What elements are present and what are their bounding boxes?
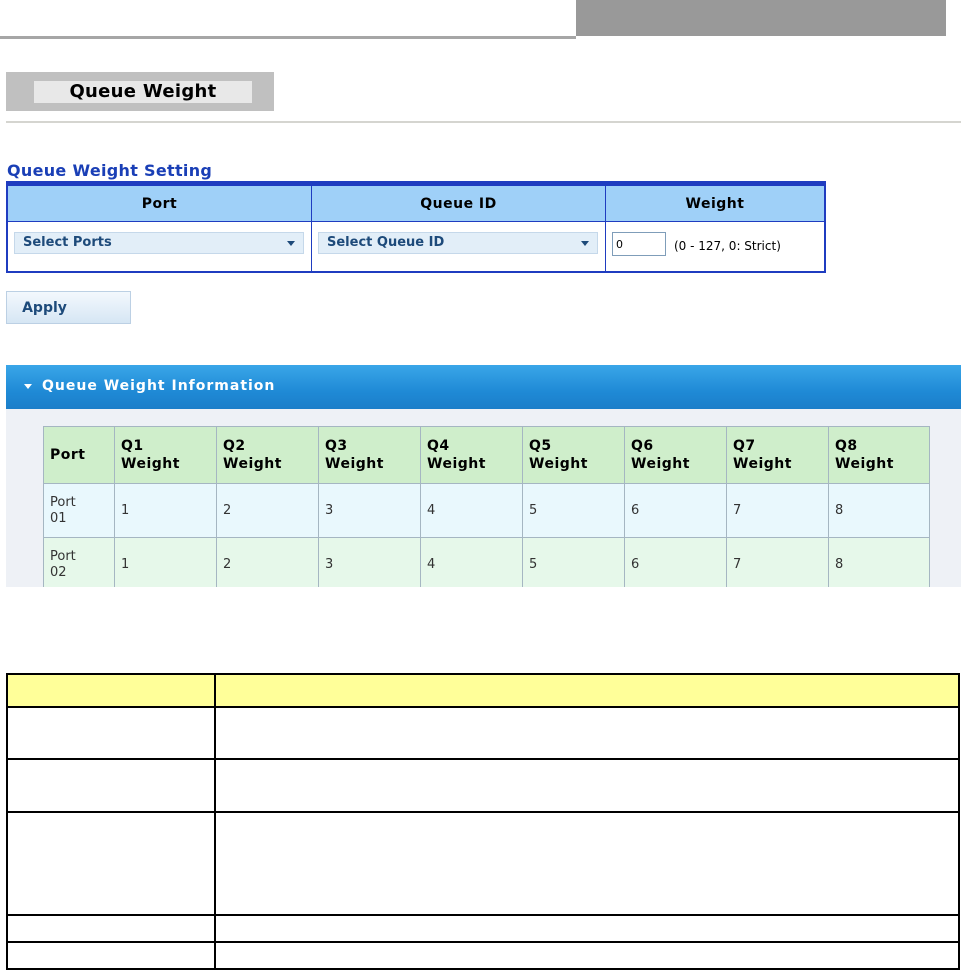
info-col-q2 <box>217 427 319 484</box>
info-col-q4-line1: Q4 <box>427 438 450 454</box>
info-col-q6-line2: Weight <box>631 456 690 472</box>
queue-weight-info-panel <box>6 365 961 587</box>
description-cell-description <box>215 915 959 942</box>
setting-col-port: Port <box>8 186 312 222</box>
port-select[interactable] <box>14 232 304 254</box>
description-header-parameter <box>7 674 215 707</box>
description-row <box>7 812 959 915</box>
table-cell-q1: 1 <box>115 538 217 588</box>
apply-button[interactable] <box>6 291 131 324</box>
chevron-down-icon <box>287 241 295 246</box>
description-cell-parameter <box>7 707 215 759</box>
info-col-q7-line1: Q7 <box>733 438 756 454</box>
description-table <box>6 673 960 970</box>
info-panel-title: Queue Weight Information <box>42 378 276 394</box>
info-col-q8-line2: Weight <box>835 456 894 472</box>
queue-id-select[interactable] <box>318 232 598 254</box>
table-row <box>44 484 930 538</box>
table-cell-q4: 4 <box>421 484 523 538</box>
info-col-q8 <box>829 427 930 484</box>
table-cell-q1: 1 <box>115 484 217 538</box>
weight-range-hint: (0 - 127, 0: Strict) <box>674 239 781 253</box>
title-divider <box>6 121 961 123</box>
info-col-q1 <box>115 427 217 484</box>
info-col-q5-line1: Q5 <box>529 438 552 454</box>
queue-weight-info-table <box>43 426 930 587</box>
info-panel-header[interactable] <box>6 365 961 409</box>
description-cell-description <box>215 942 959 969</box>
description-cell-parameter <box>7 759 215 812</box>
table-cell-q7: 7 <box>727 538 829 588</box>
table-cell-q6: 6 <box>625 484 727 538</box>
setting-col-weight: Weight <box>606 186 824 222</box>
setting-col-queue-id: Queue ID <box>312 186 606 222</box>
setting-port-cell <box>8 222 312 271</box>
table-cell-q3: 3 <box>319 538 421 588</box>
description-cell-description <box>215 812 959 915</box>
port-select-value: Select Ports <box>23 235 112 250</box>
description-header-description <box>215 674 959 707</box>
description-cell-description <box>215 707 959 759</box>
info-col-q7 <box>727 427 829 484</box>
port-number: 02 <box>50 564 67 580</box>
info-col-q2-line1: Q2 <box>223 438 246 454</box>
description-table-header <box>7 674 959 707</box>
table-cell-q8: 8 <box>829 538 930 588</box>
description-row <box>7 707 959 759</box>
chevron-down-icon <box>581 241 589 246</box>
info-col-q3-line2: Weight <box>325 456 384 472</box>
table-cell-port <box>44 484 115 538</box>
header-grey-bar <box>576 0 946 36</box>
description-row <box>7 942 959 969</box>
description-row <box>7 759 959 812</box>
description-cell-parameter <box>7 942 215 969</box>
table-cell-q4: 4 <box>421 538 523 588</box>
table-cell-q5: 5 <box>523 538 625 588</box>
info-col-port-label: Port <box>50 447 86 463</box>
table-cell-q2: 2 <box>217 538 319 588</box>
setting-section-heading: Queue Weight Setting <box>7 161 213 180</box>
header-rule <box>0 36 576 39</box>
port-label: Port <box>50 548 76 564</box>
table-cell-q8: 8 <box>829 484 930 538</box>
info-col-q8-line1: Q8 <box>835 438 858 454</box>
setting-queue-cell <box>312 222 606 271</box>
description-cell-parameter <box>7 812 215 915</box>
info-col-port <box>44 427 115 484</box>
info-col-q3-line1: Q3 <box>325 438 348 454</box>
table-cell-q5: 5 <box>523 484 625 538</box>
info-col-q5 <box>523 427 625 484</box>
weight-input[interactable] <box>612 232 666 256</box>
port-label: Port <box>50 494 76 510</box>
caret-down-icon[interactable] <box>24 384 32 389</box>
info-col-q4 <box>421 427 523 484</box>
description-cell-parameter <box>7 915 215 942</box>
apply-button-label: Apply <box>22 299 67 316</box>
port-number: 01 <box>50 510 67 526</box>
setting-weight-cell <box>606 222 824 271</box>
info-col-q7-line2: Weight <box>733 456 792 472</box>
info-table-header-row <box>44 427 930 484</box>
table-cell-q2: 2 <box>217 484 319 538</box>
queue-id-select-value: Select Queue ID <box>327 235 445 250</box>
info-col-q1-line2: Weight <box>121 456 180 472</box>
queue-weight-setting-table <box>6 181 826 273</box>
description-row <box>7 915 959 942</box>
table-row <box>44 538 930 588</box>
description-cell-description <box>215 759 959 812</box>
info-col-q5-line2: Weight <box>529 456 588 472</box>
page-title-banner <box>6 72 274 111</box>
table-cell-q3: 3 <box>319 484 421 538</box>
info-col-q4-line2: Weight <box>427 456 486 472</box>
page-title: Queue Weight <box>34 81 252 103</box>
info-col-q1-line1: Q1 <box>121 438 144 454</box>
table-cell-q7: 7 <box>727 484 829 538</box>
table-cell-q6: 6 <box>625 538 727 588</box>
info-col-q3 <box>319 427 421 484</box>
info-col-q6-line1: Q6 <box>631 438 654 454</box>
info-col-q2-line2: Weight <box>223 456 282 472</box>
table-cell-port <box>44 538 115 588</box>
info-col-q6 <box>625 427 727 484</box>
